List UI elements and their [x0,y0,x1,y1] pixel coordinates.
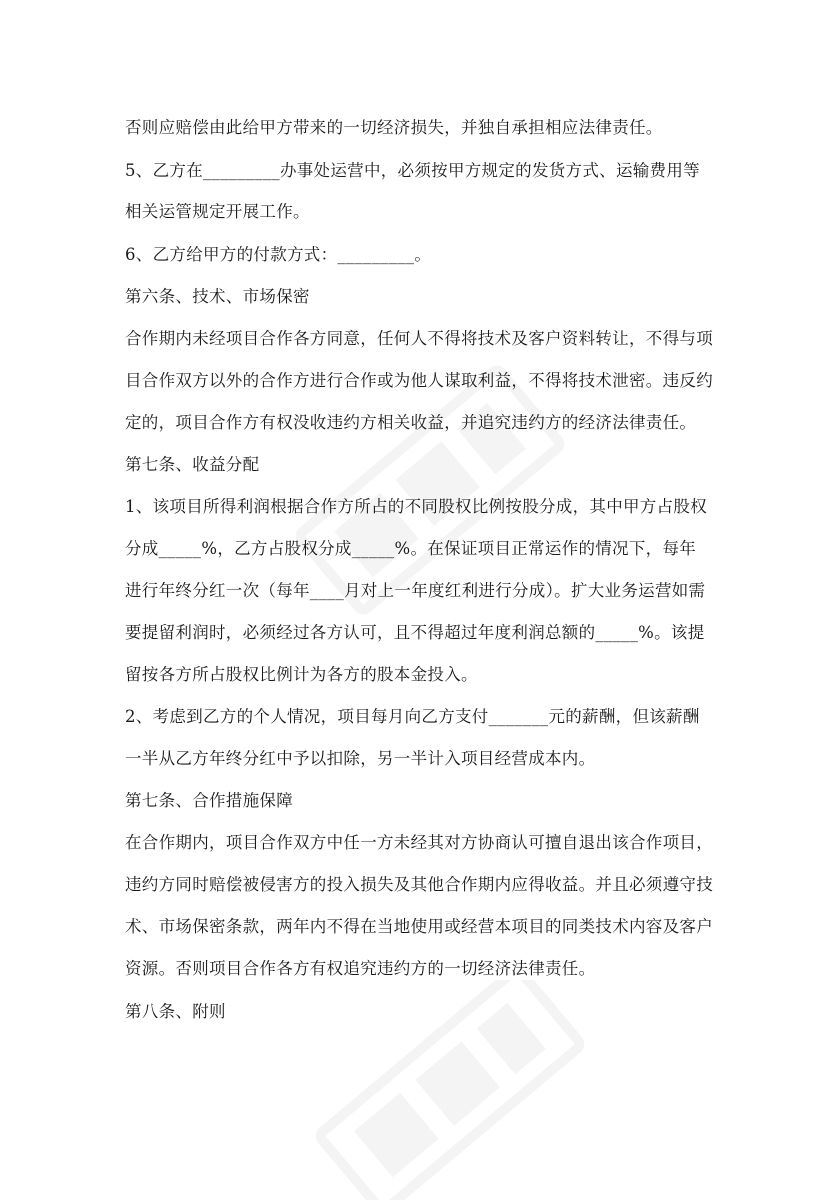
text-line: 进行年终分红一次（每年____月对上一年度红利进行分成）。扩大业务运营如需 [125,581,706,600]
watermark-logo-bottom [300,980,600,1200]
text-line: 6、乙方给甲方的付款方式：_________。 [125,245,432,264]
text-line: 定的，项目合作方有权没收违约方相关收益，并追究违约方的经济法律责任。 [125,413,697,432]
section-heading: 第八条、附则 [125,1002,226,1021]
text-line: 合作期内未经项目合作各方同意，任何人不得将技术及客户资料转让，不得与项 [125,329,713,348]
text-line: 资源。否则项目合作各方有权追究违约方的一切经济法律责任。 [125,959,596,978]
text-line: 留按各方所占股权比例计为各方的股本金投入。 [125,665,478,684]
text-line: 目合作双方以外的合作方进行合作或为他人谋取利益，不得将技术泄密。违反约 [125,371,713,390]
text-line: 违约方同时赔偿被侵害方的投入损失及其他合作期内应得收益。并且必须遵守技 [125,875,713,894]
section-heading: 第六条、技术、市场保密 [125,287,310,306]
text-line: 在合作期内，项目合作双方中任一方未经其对方协商认可擅自退出该合作项目， [125,833,713,852]
text-line: 一半从乙方年终分红中予以扣除，另一半计入项目经营成本内。 [125,749,596,768]
text-line: 2、考虑到乙方的个人情况，项目每月向乙方支付_______元的薪酬，但该薪酬 [125,707,700,726]
text-line: 分成_____%，乙方占股权分成_____%。在保证项目正常运作的情况下，每年 [125,539,697,558]
text-line: 要提留利润时，必须经过各方认可，且不得超过年度利润总额的_____%。该提 [125,623,705,642]
text-line: 否则应赔偿由此给甲方带来的一切经济损失，并独自承担相应法律责任。 [125,118,663,137]
text-line: 相关运管规定开展工作。 [125,202,310,221]
text-line: 1、该项目所得利润根据合作方所占的不同股权比例按股分成，其中甲方占股权 [125,497,707,516]
section-heading: 第七条、合作措施保障 [125,791,293,810]
text-line: 术、市场保密条款，两年内不得在当地使用或经营本项目的同类技术内容及客户 [125,917,713,936]
text-line: 5、乙方在_________办事处运营中，必须按甲方规定的发货方式、运输费用等 [125,161,700,180]
section-heading: 第七条、收益分配 [125,455,260,474]
